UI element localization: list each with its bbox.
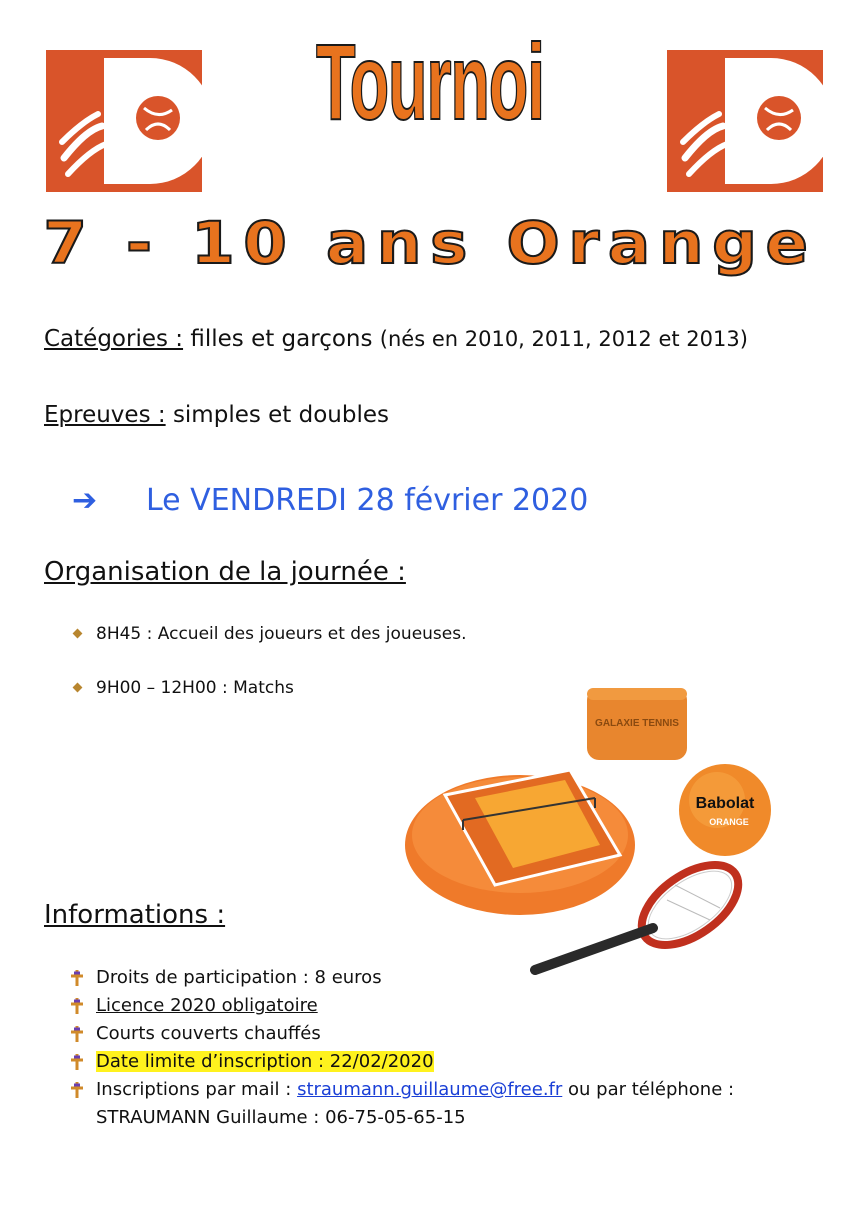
- list-item: Droits de participation : 8 euros: [70, 964, 810, 992]
- pushpin-icon: [70, 998, 84, 1014]
- informations-heading: Informations :: [44, 900, 226, 930]
- pushpin-icon: [70, 1026, 84, 1042]
- deadline-highlight: Date limite d’inscription : 22/02/2020: [96, 1051, 434, 1072]
- right-logo: [667, 50, 823, 192]
- svg-text:ORANGE: ORANGE: [709, 817, 749, 827]
- categories-value: filles et garçons: [190, 326, 373, 352]
- page-title: Tournoi: [316, 21, 544, 142]
- list-item: Courts couverts chauffés: [70, 1020, 810, 1048]
- svg-text:Babolat: Babolat: [695, 795, 755, 812]
- diamond-bullet-icon: [73, 629, 83, 639]
- list-item: Inscriptions par mail : straumann.guillaume@free.fr ou par téléphone : STRAUMANN Guillaume : 06-75-05-65-15: [70, 1076, 810, 1132]
- tennis-equipment-illustration: [405, 680, 775, 975]
- informations-list: [70, 964, 810, 1132]
- fft-tennis-logo-icon: [46, 50, 202, 192]
- epreuves-block: [44, 398, 389, 434]
- left-logo: [46, 50, 202, 192]
- tennis-ball-icon: [679, 764, 771, 856]
- list-item: [70, 1048, 810, 1076]
- organisation-heading: Organisation de la journée :: [44, 557, 406, 587]
- event-date: [72, 483, 588, 518]
- categories-label: Catégories :: [44, 326, 184, 352]
- epreuves-label: Epreuves :: [44, 402, 166, 428]
- event-date-text: Le VENDREDI 28 février 2020: [146, 483, 589, 518]
- email-link[interactable]: straumann.guillaume@free.fr: [297, 1079, 563, 1100]
- svg-text:GALAXIE TENNIS: GALAXIE TENNIS: [595, 718, 679, 729]
- wristband-icon: [587, 688, 687, 760]
- list-item: Licence 2020 obligatoire: [70, 992, 810, 1020]
- categories-block: [44, 322, 804, 358]
- contact-phone: STRAUMANN Guillaume : 06-75-05-65-15: [96, 1107, 466, 1128]
- pushpin-icon: [70, 970, 84, 986]
- list-item: 9H00 – 12H00 : Matchs: [72, 678, 467, 698]
- categories-detail: (nés en 2010, 2011, 2012 et 2013): [379, 327, 748, 351]
- page-subtitle: 7 - 10 ans Orange: [43, 209, 817, 277]
- list-item: 8H45 : Accueil des joueurs et des joueuses.: [72, 624, 467, 644]
- mini-court-icon: [405, 770, 635, 915]
- right-arrow-icon: ➔: [72, 483, 98, 518]
- epreuves-value: simples et doubles: [172, 402, 390, 428]
- pushpin-icon: [70, 1054, 84, 1070]
- fft-tennis-logo-icon: [667, 50, 823, 192]
- pushpin-icon: [70, 1082, 84, 1098]
- diamond-bullet-icon: [73, 683, 83, 693]
